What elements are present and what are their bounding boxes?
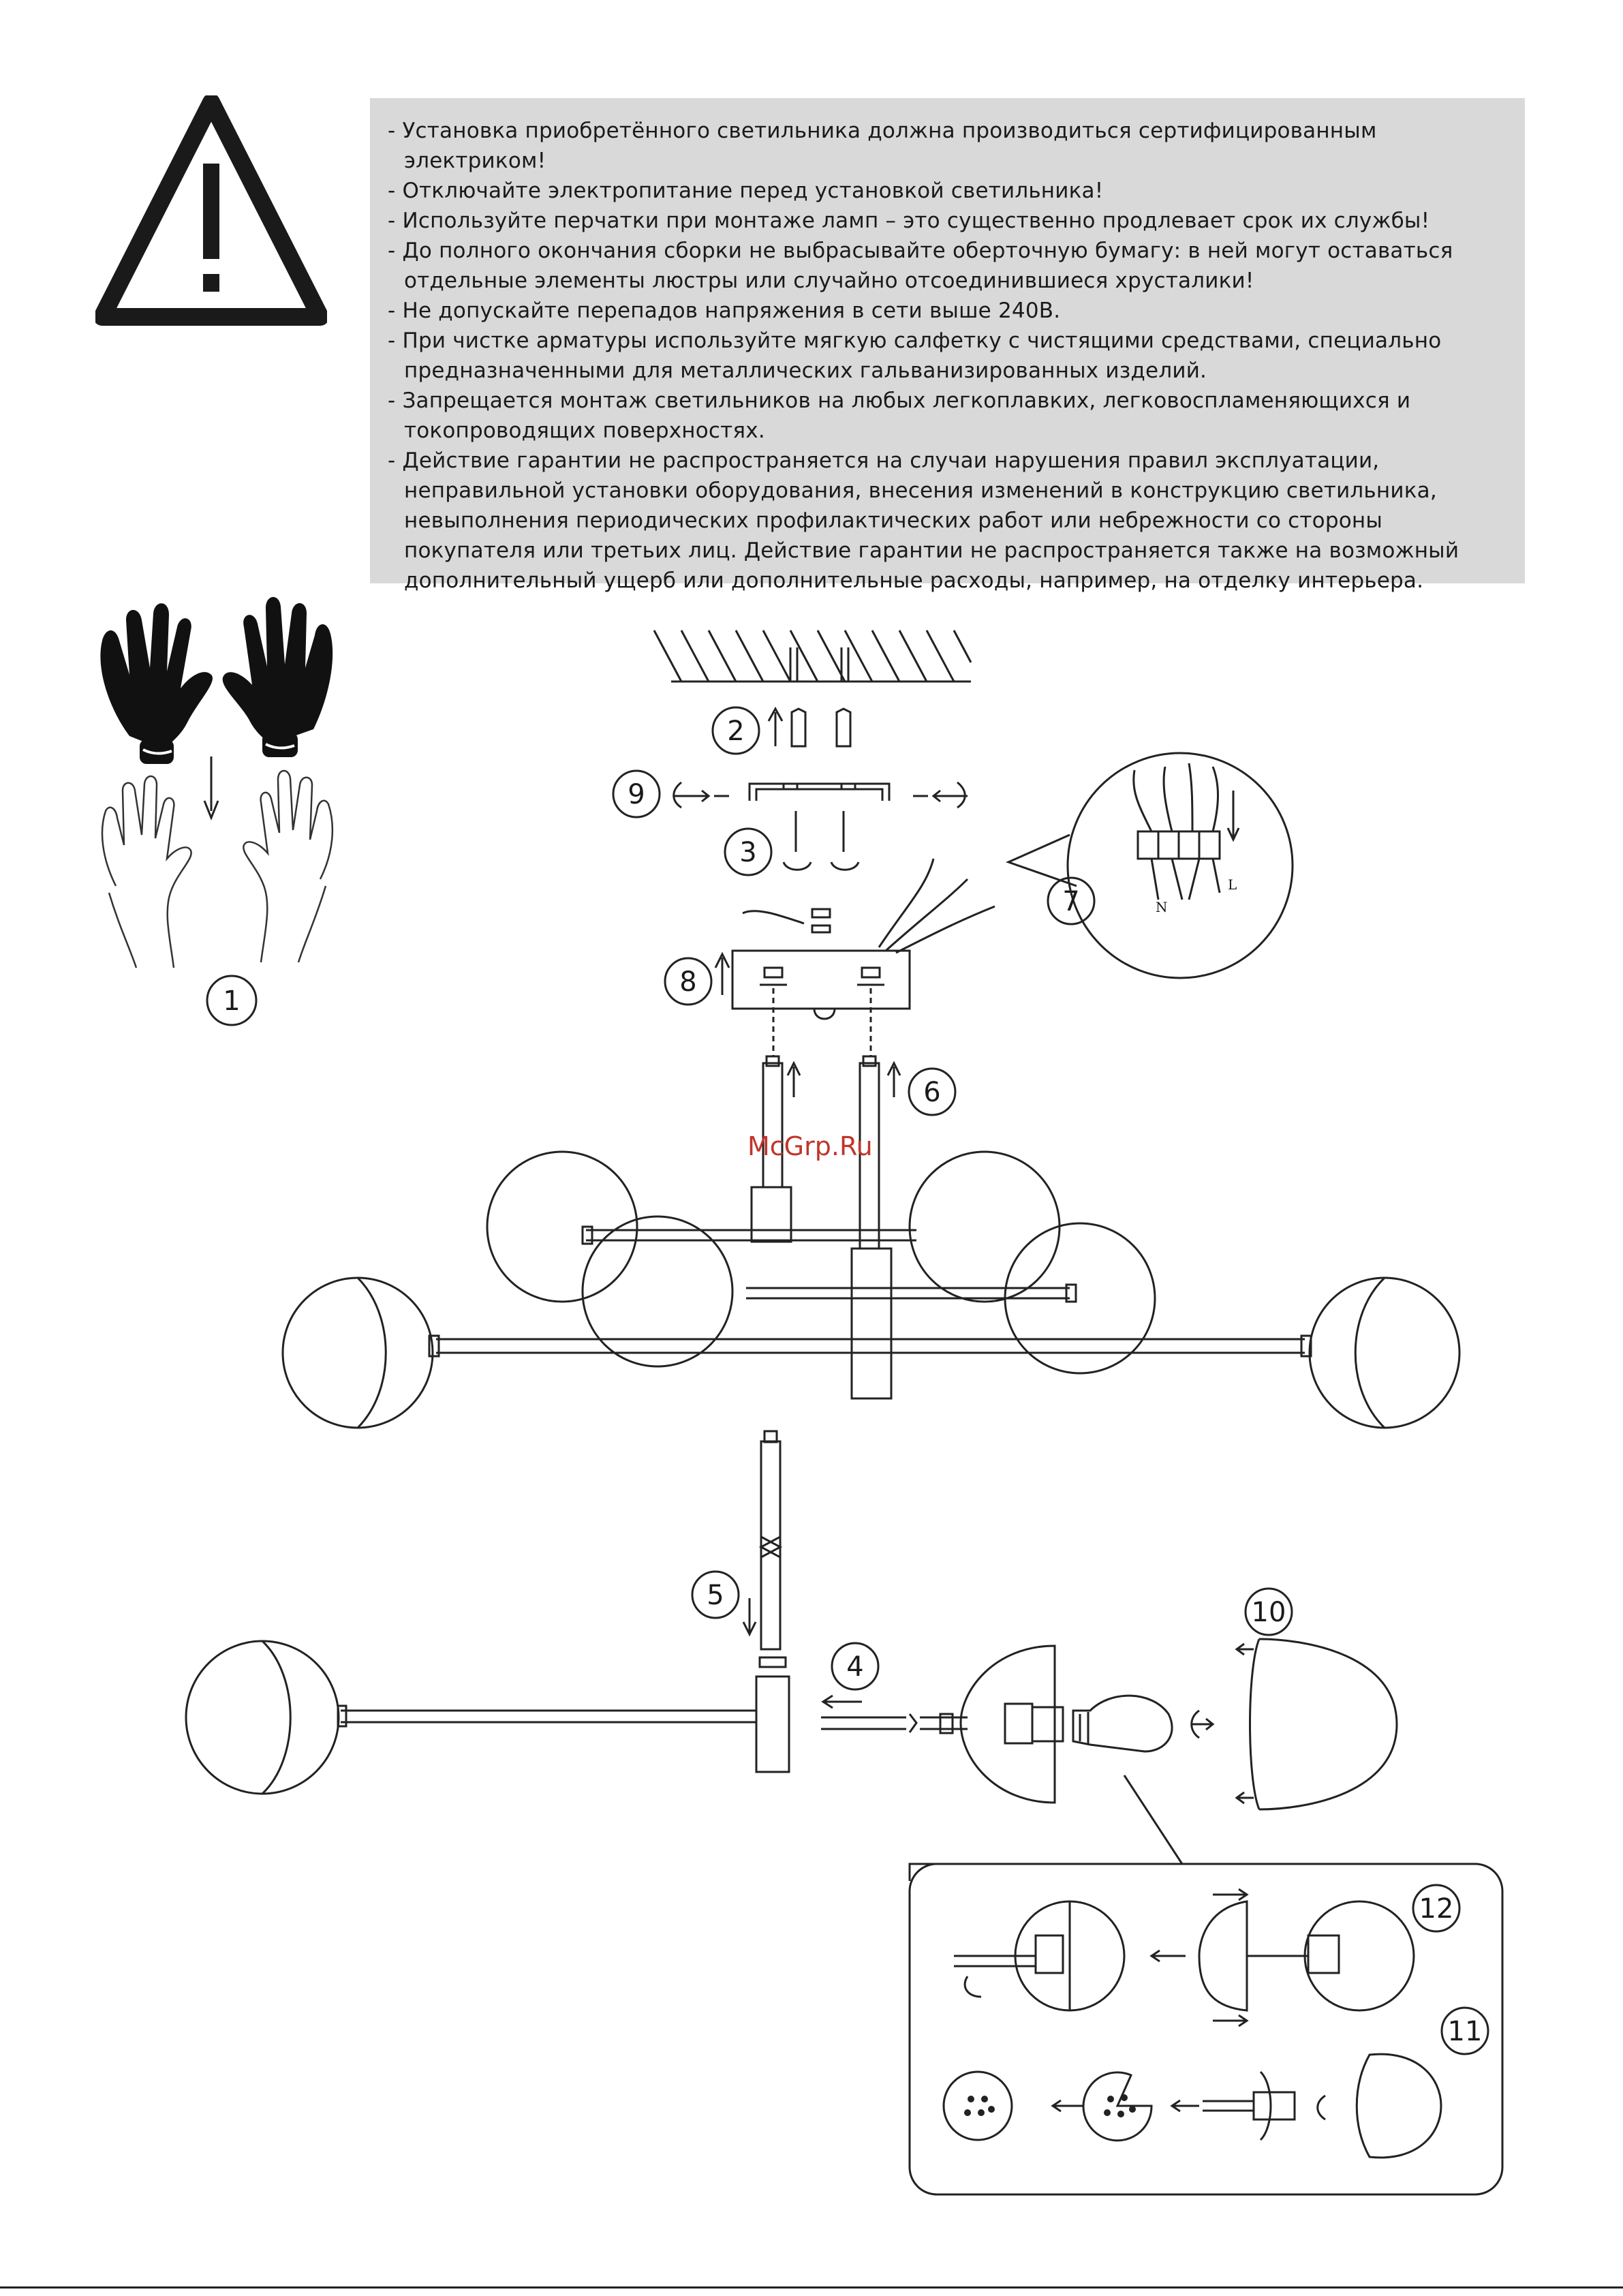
step-9-label: 9 <box>628 779 645 810</box>
step-10-label: 10 <box>1251 1597 1286 1628</box>
live-wire-label: L <box>1228 876 1237 893</box>
ceiling-hatch <box>654 630 971 682</box>
step-2-label: 2 <box>727 716 745 747</box>
warning-item: - Используйте перчатки при монтаже ламп – это существенно продлевает срок их службы! <box>388 209 1430 233</box>
step-7-label: 7 <box>1062 886 1080 917</box>
warning-item: - Запрещается монтаж светильников на любых легкоплавких, легковоспламеняющихся и токопроводящих поверхностях. <box>388 388 1411 443</box>
warning-item: - Действие гарантии не распространяется на случаи нарушения правил эксплуатации, неправильной установки оборудования, внесения изменений в конструкцию светильника, невыполнения периодических профилактических работ или небрежности со стороны покупателя или третьих лиц. Действие гарантии не распространяется также на возможный дополнительный ущерб или дополнительные расходы, например, на отделку интерьера. <box>388 448 1459 593</box>
step-11-label: 11 <box>1447 2016 1483 2047</box>
page-bottom-rule <box>0 2286 1623 2289</box>
step-3-label: 3 <box>739 837 757 868</box>
warning-item: - Не допускайте перепадов напряжения в сети выше 240В. <box>388 299 1061 323</box>
warning-item: - Отключайте электропитание перед установкой светильника! <box>388 179 1104 203</box>
chandelier-assembled <box>283 1152 1459 1428</box>
warning-item: - При чистке арматуры используйте мягкую салфетку с чистящими средствами, специально предназначенными для металлических гальванизированных изделий. <box>388 328 1442 383</box>
neutral-wire-label: N <box>1156 899 1168 915</box>
step-6-label: 6 <box>923 1077 941 1108</box>
step-8-label: 8 <box>679 966 697 998</box>
step-12-label: 12 <box>1419 1893 1454 1925</box>
step-5-label: 5 <box>707 1580 724 1611</box>
warning-item: - Установка приобретённого светильника должна производиться сертифицированным электриком! <box>388 119 1377 173</box>
watermark-text: McGrp.Ru <box>747 1131 873 1161</box>
step-4-label: 4 <box>846 1651 864 1683</box>
warning-item: - До полного окончания сборки не выбрасывайте оберточную бумагу: в ней могут оставаться отдельные элементы люстры или случайно отсоединившиеся хрусталики! <box>388 239 1453 293</box>
step-1-label: 1 <box>223 985 241 1017</box>
